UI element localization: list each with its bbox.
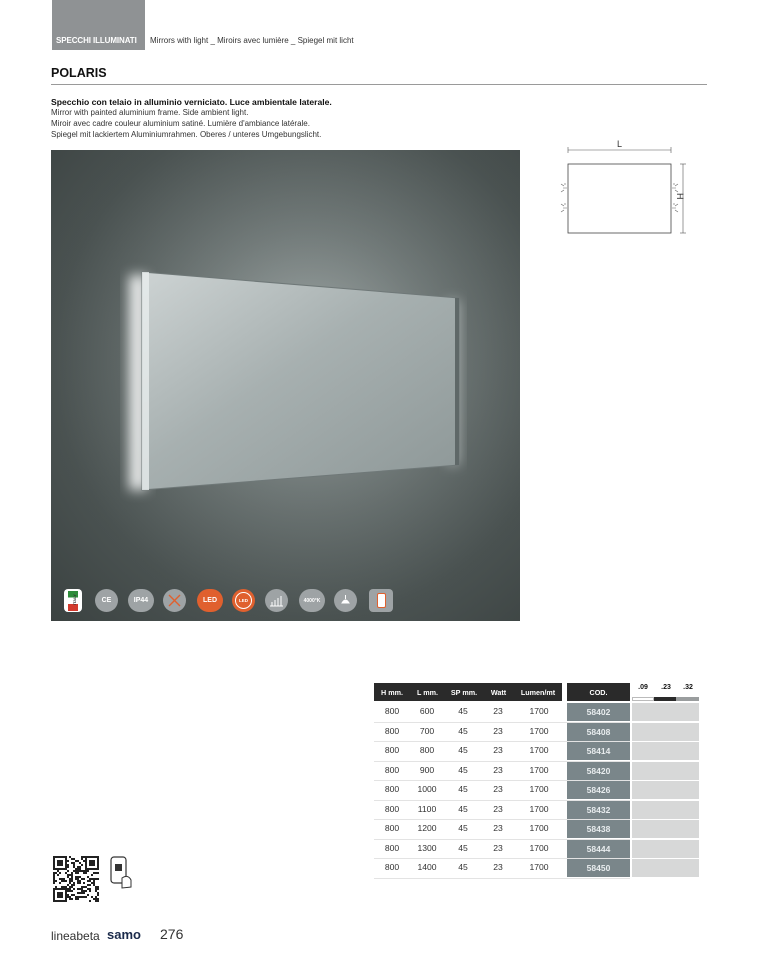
finish-availability-cell [632,859,699,877]
finish-32-swatch [676,697,699,701]
finish-availability-cell [632,820,699,838]
finish-availability-cell [632,723,699,741]
cell-sp: 45 [458,784,468,794]
cell-watt: 23 [493,745,503,755]
product-code: 58444 [567,840,630,858]
made-in-italy-badge: ITALY [64,589,82,612]
finish-availability-cell [632,801,699,819]
finish-availability-cell [632,840,699,858]
cell-l: 1000 [417,784,437,794]
description-english: Mirror with painted aluminium frame. Side ambient light. [51,108,249,117]
header-lumen: Lumen/mt [514,683,562,701]
header-l: L mm. [410,683,445,701]
cell-sp: 45 [458,842,468,853]
cell-sp: 45 [458,862,468,872]
cell-h: 800 [384,764,400,775]
cell-sp: 45 [458,764,468,775]
finish-availability-cell [632,762,699,780]
phone-scan-icon [108,856,134,890]
brand-line: lineabeta [51,929,100,943]
cell-watt: 23 [493,842,503,853]
led-badge: LED [197,589,223,612]
cell-l: 700 [419,725,435,736]
cell-h: 800 [384,823,400,833]
cell-sp: 45 [458,745,468,755]
category-subtitle: Mirrors with light _ Miroirs avec lumière _ Spiegel mit licht [150,36,354,45]
product-code: 58408 [567,723,630,741]
cell-l: 1200 [417,823,437,833]
no-bin-icon [163,589,186,612]
title-divider [51,84,707,85]
category-label: SPECCHI ILLUMINATI [56,36,137,45]
cell-l: 800 [419,745,435,755]
qr-code [53,856,99,902]
finish-availability-cell [632,703,699,721]
product-code: 58432 [567,801,630,819]
cell-lumen: 1700 [529,706,549,716]
product-code: 58414 [567,742,630,760]
cell-watt: 23 [493,862,503,872]
cell-h: 800 [384,784,400,794]
product-code: 58402 [567,703,630,721]
color-temperature-badge: 4000°K [299,589,325,612]
cell-h: 800 [384,745,400,755]
description-french: Miroir avec cadre couleur aluminium satiné. Lumière d'ambiance latérale. [51,119,310,128]
switch-icon [369,589,393,612]
finish-32-label: .32 [683,684,693,691]
cell-h: 800 [384,706,400,716]
cell-l: 1300 [417,842,437,853]
cell-lumen: 1700 [529,764,549,775]
product-title: POLARIS [51,66,107,80]
led-ring-icon: LED [232,589,255,612]
cell-sp: 45 [458,823,468,833]
description-italian: Specchio con telaio in alluminio verniciato. Luce ambientale laterale. [51,97,332,107]
page-number: 276 [160,926,184,942]
finish-23-label: .23 [661,684,671,691]
cell-watt: 23 [493,764,503,775]
header-h: H mm. [374,683,410,701]
finish-09-label: .09 [638,684,648,691]
cell-l: 600 [419,706,435,716]
cell-lumen: 1700 [529,784,549,794]
product-photo [51,150,520,621]
width-label: L [617,139,623,149]
height-label: H [675,193,685,200]
cell-lumen: 1700 [529,745,549,755]
cell-watt: 23 [493,823,503,833]
cell-h: 800 [384,862,400,872]
cell-watt: 23 [493,725,503,736]
cell-sp: 45 [458,725,468,736]
product-code: 58438 [567,820,630,838]
cell-lumen: 1700 [529,725,549,736]
cell-l: 1400 [417,862,437,872]
cell-h: 800 [384,803,400,814]
cell-watt: 23 [493,706,503,716]
description-german: Spiegel mit lackiertem Aluminiumrahmen. Oberes / unteres Umgebungslicht. [51,130,322,139]
product-code: 58420 [567,762,630,780]
header-watt: Watt [483,683,514,701]
brand-name: samo [107,927,141,942]
finish-09-swatch [632,697,654,701]
cell-l: 900 [419,764,435,775]
cell-h: 800 [384,725,400,736]
cell-lumen: 1700 [529,803,549,814]
dimension-drawing [555,138,695,238]
finish-23-swatch [654,697,676,701]
cell-lumen: 1700 [529,862,549,872]
ce-mark-icon: CE [95,589,118,612]
cell-watt: 23 [493,784,503,794]
ceiling-lamp-icon [334,589,357,612]
cell-l: 1100 [417,803,437,814]
cell-sp: 45 [458,706,468,716]
ip-rating-badge: IP44 [128,589,154,612]
cell-lumen: 1700 [529,823,549,833]
product-code: 58450 [567,859,630,877]
cell-lumen: 1700 [529,842,549,853]
light-dimmer-icon [265,589,288,612]
product-code: 58426 [567,781,630,799]
header-sp: SP mm. [445,683,483,701]
finish-availability-cell [632,742,699,760]
cell-watt: 23 [493,803,503,814]
cell-h: 800 [384,842,400,853]
row-divider [374,878,630,879]
finish-availability-cell [632,781,699,799]
cell-sp: 45 [458,803,468,814]
header-code: COD. [567,683,630,701]
